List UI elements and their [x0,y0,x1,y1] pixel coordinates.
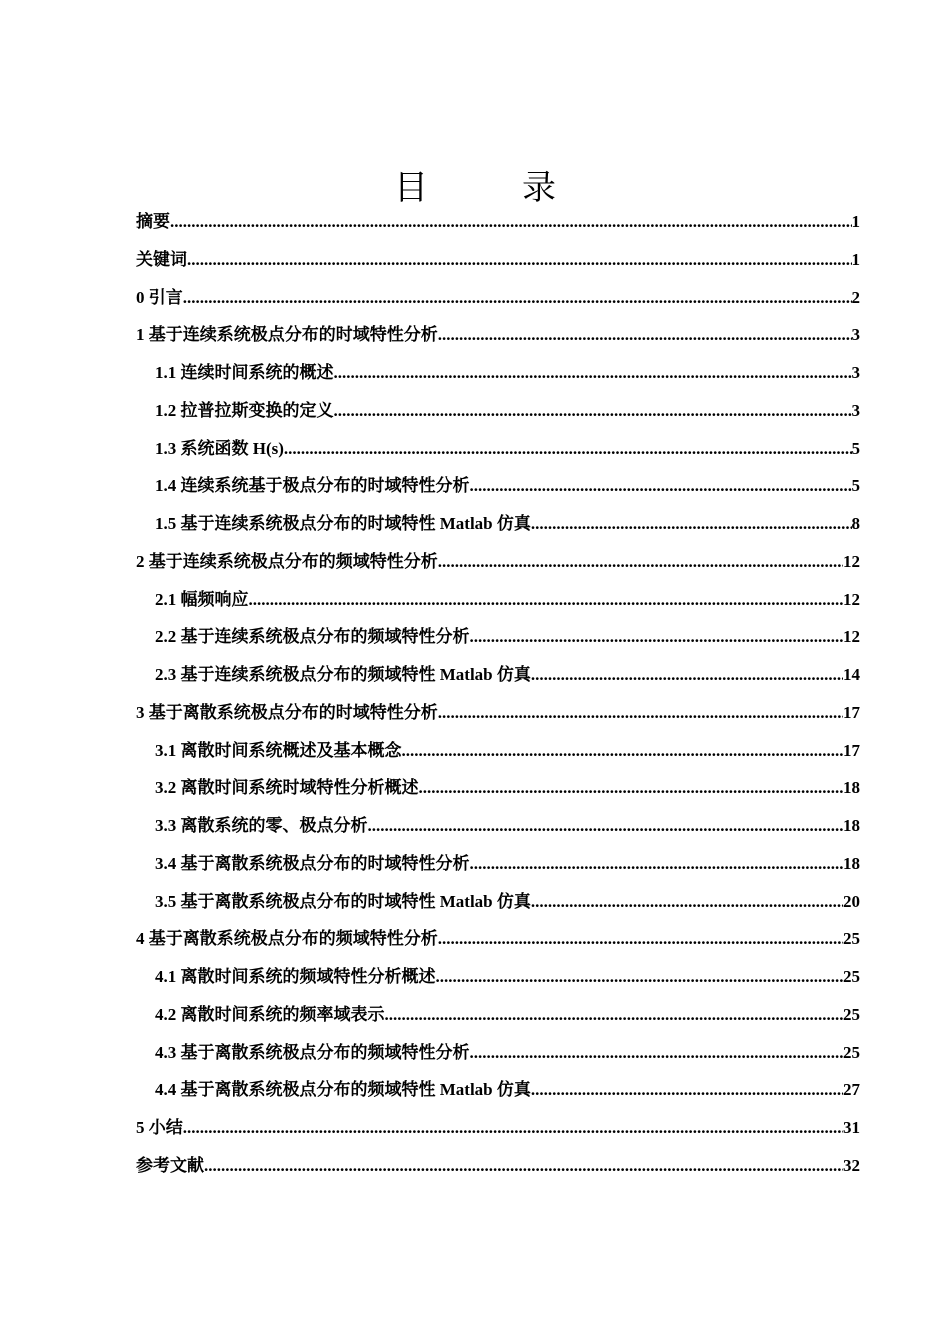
toc-entry[interactable] [136,769,860,807]
toc-entry[interactable] [136,958,860,996]
dot-leader [402,732,844,770]
toc-page-number: 17 [843,702,860,722]
toc-page-number: 8 [851,514,860,533]
toc-entry[interactable] [136,845,860,883]
toc-entry-label: 4.4 基于离散系统极点分布的频域特性 Matlab 仿真 [155,1080,531,1100]
toc-entry[interactable] [136,354,860,392]
toc-page-number: 12 [843,627,860,647]
toc-entry-label: 摘要 [136,212,170,231]
toc-entry[interactable] [136,694,860,732]
toc-entry-label: 2.3 基于连续系统极点分布的频域特性 Matlab 仿真 [155,665,531,684]
toc-entry-label: 3.1 离散时间系统概述及基本概念 [155,740,402,760]
toc-page-number: 18 [843,816,860,835]
dot-leader [438,694,843,732]
toc-entry-label: 2.1 幅频响应 [155,589,249,609]
toc-entry-label: 1.1 连续时间系统的概述 [155,363,334,382]
toc-entry[interactable] [136,279,860,317]
dot-leader [368,807,844,845]
toc-page-number: 12 [843,551,860,571]
toc-entry-label: 1.3 系统函数 H(s) [155,438,284,458]
toc-entry-label: 0 引言 [136,287,183,307]
toc-entry[interactable] [136,392,860,430]
toc-page-number: 32 [843,1155,860,1175]
toc-page-number: 1 [851,249,860,269]
toc-page-number: 25 [843,929,860,949]
toc-entry[interactable] [136,203,860,241]
table-of-contents [136,203,860,1185]
toc-page-number: 14 [843,665,860,684]
toc-page-number: 3 [851,325,860,345]
toc-page-number: 1 [851,212,860,231]
toc-page-number: 2 [851,287,860,307]
toc-entry-label: 5 小结 [136,1118,183,1137]
toc-entry[interactable] [136,656,860,694]
toc-entry-label: 1.4 连续系统基于极点分布的时域特性分析 [155,476,470,496]
dot-leader [531,505,852,543]
dot-leader [470,467,852,505]
page-title: 目 录 [394,167,586,208]
dot-leader [438,920,843,958]
toc-entry[interactable] [136,430,860,468]
toc-entry[interactable] [136,543,860,581]
toc-entry-label: 4.2 离散时间系统的频率域表示 [155,1004,385,1024]
toc-page-number: 18 [843,778,860,798]
dot-leader [438,316,852,354]
dot-leader [204,1147,843,1185]
toc-entry[interactable] [136,316,860,354]
toc-entry-label: 1.2 拉普拉斯变换的定义 [155,400,334,420]
toc-page-number: 12 [843,589,860,609]
toc-entry-label: 4.1 离散时间系统的频域特性分析概述 [155,967,436,986]
dot-leader [170,203,852,241]
dot-leader [438,543,843,581]
toc-entry-label: 4 基于离散系统极点分布的频域特性分析 [136,929,438,949]
toc-page-number: 17 [843,740,860,760]
toc-entry[interactable] [136,807,860,845]
toc-page-number: 25 [843,967,860,986]
toc-entry[interactable] [136,1109,860,1147]
dot-leader [334,354,852,392]
toc-entry[interactable] [136,1147,860,1185]
toc-entry[interactable] [136,505,860,543]
toc-page-number: 3 [851,400,860,420]
toc-entry[interactable] [136,581,860,619]
dot-leader [470,1034,844,1072]
toc-entry-label: 3.5 基于离散系统极点分布的时域特性 Matlab 仿真 [155,891,531,911]
dot-leader [187,241,852,279]
toc-entry-label: 3.4 基于离散系统极点分布的时域特性分析 [155,853,470,873]
dot-leader [385,996,844,1034]
toc-entry-label: 参考文献 [136,1155,204,1175]
dot-leader [183,279,852,317]
toc-entry-label: 1.5 基于连续系统极点分布的时域特性 Matlab 仿真 [155,514,531,533]
toc-entry[interactable] [136,618,860,656]
toc-page-number: 27 [843,1080,860,1100]
toc-entry[interactable] [136,241,860,279]
dot-leader [183,1109,843,1147]
toc-page-number: 18 [843,853,860,873]
toc-page-number: 20 [843,891,860,911]
toc-entry-label: 3.3 离散系统的零、极点分析 [155,816,368,835]
toc-page-number: 25 [843,1042,860,1062]
toc-entry[interactable] [136,920,860,958]
toc-entry[interactable] [136,732,860,770]
toc-entry-label: 1 基于连续系统极点分布的时域特性分析 [136,325,438,345]
dot-leader [436,958,844,996]
dot-leader [470,845,844,883]
toc-entry[interactable] [136,1071,860,1109]
toc-page-number: 25 [843,1004,860,1024]
dot-leader [531,1071,843,1109]
toc-page-number: 5 [851,438,860,458]
toc-entry-label: 3 基于离散系统极点分布的时域特性分析 [136,702,438,722]
toc-entry-label: 4.3 基于离散系统极点分布的频域特性分析 [155,1042,470,1062]
toc-page-number: 3 [851,363,860,382]
dot-leader [531,656,843,694]
dot-leader [249,581,844,619]
toc-entry-label: 关键词 [136,249,187,269]
toc-page-number: 31 [843,1118,860,1137]
toc-entry-label: 2 基于连续系统极点分布的频域特性分析 [136,551,438,571]
dot-leader [531,883,843,921]
toc-page-number: 5 [851,476,860,496]
toc-entry-label: 3.2 离散时间系统时域特性分析概述 [155,778,419,798]
toc-entry-label: 2.2 基于连续系统极点分布的频域特性分析 [155,627,470,647]
dot-leader [284,430,852,468]
dot-leader [334,392,852,430]
toc-entry[interactable] [136,1034,860,1072]
toc-entry[interactable] [136,883,860,921]
toc-entry[interactable] [136,467,860,505]
toc-entry[interactable] [136,996,860,1034]
dot-leader [419,769,844,807]
dot-leader [470,618,844,656]
